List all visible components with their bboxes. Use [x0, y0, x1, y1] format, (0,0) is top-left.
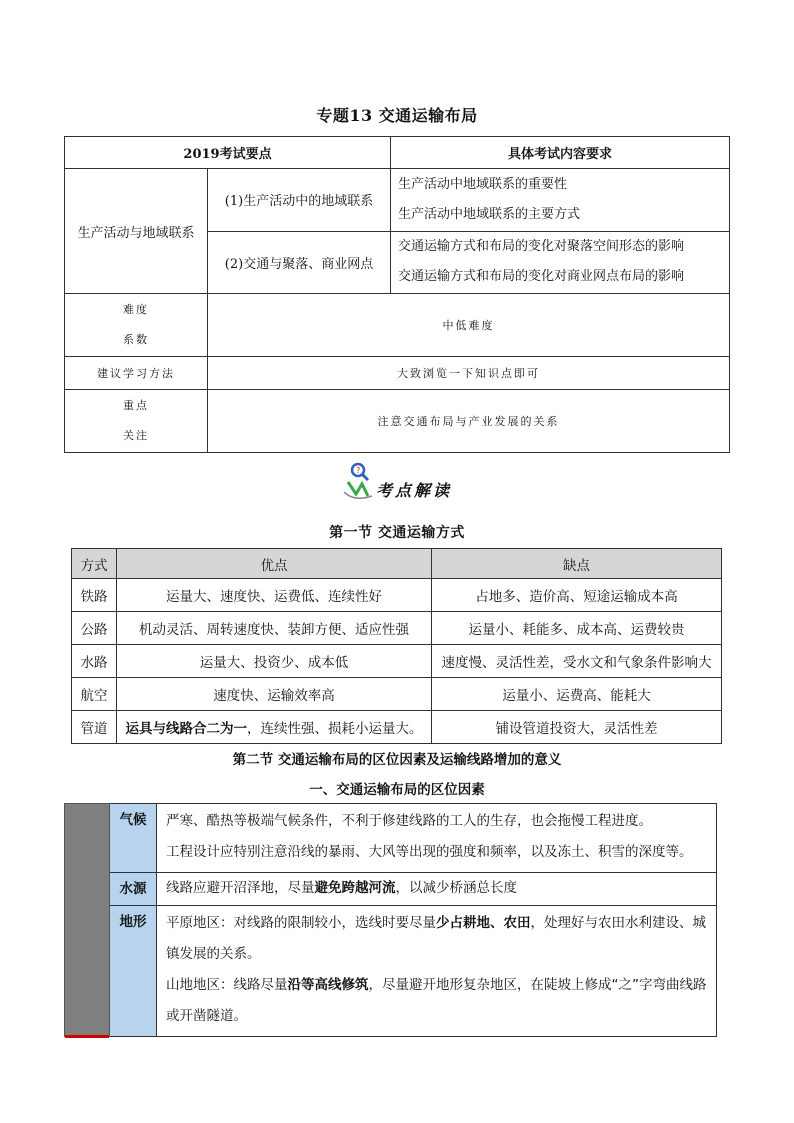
difficulty-label-line: 系数 — [123, 333, 149, 346]
difficulty-label-line: 难度 — [123, 303, 149, 316]
svg-text:?: ? — [356, 466, 361, 475]
header-pros: 优点 — [117, 549, 432, 579]
header-exam-points: 2019考试要点 — [65, 137, 391, 169]
factor-label: 气候 — [110, 804, 157, 873]
table-header-row — [72, 549, 722, 579]
pros-cell — [117, 711, 432, 744]
pros-cell: 机动灵活、周转速度快、装卸方便、适应性强 — [117, 612, 432, 645]
logo-text: 考点解读 — [376, 481, 453, 500]
pros-rest: ，连续性强、损耗小运量大。 — [247, 721, 423, 737]
item-details — [391, 169, 730, 232]
subsection-heading: 一、交通运输布局的区位因素 — [309, 782, 485, 798]
topic-cell: 生产活动与地域联系 — [65, 169, 208, 294]
detail-line: 交通运输方式和布局的变化对商业网点布局的影响 — [398, 269, 685, 285]
header-mode: 方式 — [72, 549, 117, 579]
item-label: (1)生产活动中的地域联系 — [208, 169, 391, 232]
header-content-requirements: 具体考试内容要求 — [391, 137, 730, 169]
transport-modes-table — [71, 548, 722, 744]
item-details — [391, 231, 730, 294]
table-row — [65, 873, 717, 906]
item-label: (2)交通与聚落、商业网点 — [208, 231, 391, 294]
pros-cell: 运量大、投资少、成本低 — [117, 645, 432, 678]
factor-label: 地形 — [110, 906, 157, 1037]
table-row — [72, 579, 722, 612]
pros-cell: 速度快、运输效率高 — [117, 678, 432, 711]
table-row — [72, 711, 722, 744]
factor-text-part: ，处理好与农田水利建设、城镇发展的关系。 — [166, 915, 706, 962]
table-row — [65, 906, 717, 1037]
method-label: 建议学习方法 — [65, 357, 208, 390]
table-row — [65, 357, 730, 390]
factor-text-part: ，以减少桥涵总长度 — [395, 880, 517, 896]
factor-paragraph — [166, 970, 710, 1032]
focus-label-line: 关注 — [123, 429, 149, 442]
table-row — [65, 294, 730, 357]
factor-text-part: ，尽量避开地形复杂地区，在陡坡上修成“之”字弯曲线路或开凿隧道。 — [166, 977, 707, 1024]
factor-label: 水源 — [110, 873, 157, 906]
cons-cell: 占地多、造价高、短途运输成本高 — [432, 579, 722, 612]
factor-text-emphasis: 避免跨越河流 — [314, 880, 396, 896]
header-cons: 缺点 — [432, 549, 722, 579]
focus-label — [65, 390, 208, 453]
detail-line: 交通运输方式和布局的变化对聚落空间形态的影响 — [398, 239, 685, 255]
factor-text-emphasis: 少占耕地、农田 — [436, 915, 531, 931]
detail-line: 生产活动中地域联系的主要方式 — [398, 206, 581, 222]
focus-label-line: 重点 — [123, 399, 149, 412]
cons-cell: 速度慢、灵活性差，受水文和气象条件影响大 — [432, 645, 722, 678]
cons-cell: 铺设管道投资大，灵活性差 — [432, 711, 722, 744]
pros-emphasis: 运具与线路合二为一 — [125, 721, 247, 737]
table-row — [72, 645, 722, 678]
factor-text-emphasis: 沿等高线修筑 — [287, 977, 369, 993]
table-row — [65, 169, 730, 232]
focus-value: 注意交通布局与产业发展的关系 — [208, 390, 730, 453]
section-heading: 第二节 交通运输布局的区位因素及运输线路增加的意义 — [232, 752, 562, 768]
table-row — [65, 804, 717, 873]
mode-cell: 公路 — [72, 612, 117, 645]
section-heading: 第一节 交通运输方式 — [329, 525, 465, 541]
method-value: 大致浏览一下知识点即可 — [208, 357, 730, 390]
red-accent-bar — [65, 1035, 109, 1038]
factor-line: 工程设计应特别注意沿线的暴雨、大风等出现的强度和频率，以及冻土、积雪的深度等。 — [166, 844, 693, 860]
mode-cell: 管道 — [72, 711, 117, 744]
table-row — [72, 678, 722, 711]
factor-text-part: 山地地区：线路尽量 — [166, 977, 288, 993]
location-factors-table — [64, 803, 717, 1037]
difficulty-value: 中低难度 — [208, 294, 730, 357]
pros-cell: 运量大、速度快、运费低、连续性好 — [117, 579, 432, 612]
factor-text — [157, 873, 717, 906]
factor-text — [157, 804, 717, 873]
requirements-table — [64, 136, 730, 453]
detail-line: 生产活动中地域联系的重要性 — [398, 176, 568, 192]
table-header-row — [65, 137, 730, 169]
factor-text-part: 平原地区：对线路的限制较小，选线时要尽量 — [166, 915, 436, 931]
difficulty-label — [65, 294, 208, 357]
cons-cell: 运量小、耗能多、成本高、运费较贵 — [432, 612, 722, 645]
factor-paragraph — [166, 908, 710, 970]
page-title: 专题13 交通运输布局 — [316, 106, 478, 125]
factor-text-part: 线路应避开沼泽地，尽量 — [166, 880, 315, 896]
table-row — [72, 612, 722, 645]
factor-text — [157, 906, 717, 1037]
factors-side-bar — [65, 804, 110, 1037]
factor-line: 严寒、酷热等极端气候条件，不利于修建线路的工人的生存，也会拖慢工程进度。 — [166, 813, 652, 829]
table-row — [65, 390, 730, 453]
mode-cell: 铁路 — [72, 579, 117, 612]
cons-cell: 运量小、运费高、能耗大 — [432, 678, 722, 711]
mode-cell: 航空 — [72, 678, 117, 711]
mode-cell: 水路 — [72, 645, 117, 678]
